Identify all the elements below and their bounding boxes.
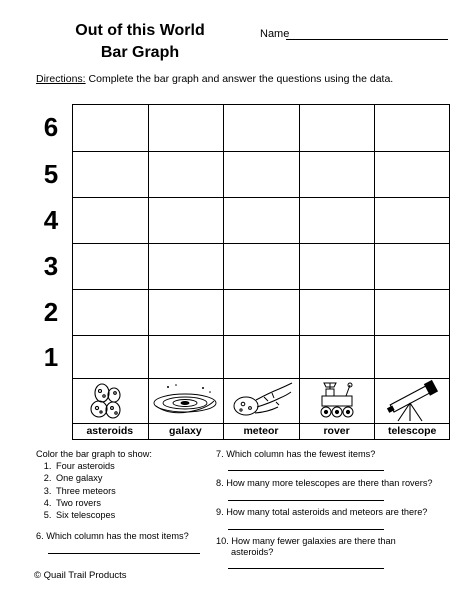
meteor-icon [224, 379, 299, 423]
galaxy-icon [148, 379, 223, 423]
directions-text: Complete the bar graph and answer the questions using the data. [85, 73, 394, 85]
y-tick-2: 2 [43, 297, 59, 327]
y-tick-3: 3 [43, 251, 59, 281]
list-item: 3. Three meteors [54, 485, 152, 497]
y-tick-6: 6 [43, 112, 59, 142]
list-item: 2. One galaxy [54, 472, 152, 484]
list-item: 1. Four asteroids [54, 460, 152, 472]
name-field-line[interactable] [286, 39, 448, 40]
x-label-meteor: meteor [243, 425, 279, 437]
question-7: 7. Which column has the fewest items? [216, 449, 376, 459]
list-item: 5. Six telescopes [54, 509, 152, 521]
answer-line-7[interactable] [228, 470, 384, 471]
answer-line-8[interactable] [228, 500, 384, 501]
grid-divider [72, 243, 450, 244]
x-label-telescope: telescope [387, 425, 437, 437]
answer-line-6[interactable] [48, 553, 200, 554]
directions-label: Directions: [36, 73, 86, 85]
grid-divider [72, 151, 450, 152]
rover-icon [300, 379, 375, 423]
y-tick-1: 1 [43, 342, 59, 372]
y-tick-4: 4 [43, 205, 59, 235]
name-label: Name [260, 28, 290, 40]
question-8: 8. How many more telescopes are there than rovers? [216, 478, 433, 488]
worksheet-subtitle: Bar Graph [100, 44, 180, 61]
instructions-heading: Color the bar graph to show: [36, 449, 152, 459]
question-10-continued: asteroids? [231, 547, 274, 557]
grid-divider [72, 289, 450, 290]
asteroids-icon [72, 379, 147, 423]
telescope-icon [376, 379, 451, 423]
copyright-text: © Quail Trail Products [34, 570, 127, 581]
question-10: 10. How many fewer galaxies are there than [216, 536, 396, 546]
worksheet-title: Out of this World [75, 22, 205, 39]
answer-line-9[interactable] [228, 529, 384, 530]
question-9: 9. How many total asteroids and meteors are there? [216, 507, 428, 517]
directions [36, 73, 393, 85]
grid-divider [72, 197, 450, 198]
question-6: 6. Which column has the most items? [36, 531, 189, 541]
list-item: 4. Two rovers [54, 497, 152, 509]
y-tick-5: 5 [43, 159, 59, 189]
grid-divider [72, 423, 450, 424]
grid-divider [72, 335, 450, 336]
x-label-asteroids: asteroids [86, 425, 134, 437]
x-label-galaxy: galaxy [169, 425, 202, 437]
instructions-list [36, 460, 152, 521]
x-label-rover: rover [323, 425, 350, 437]
color-instructions [36, 448, 152, 521]
answer-line-10[interactable] [228, 568, 384, 569]
